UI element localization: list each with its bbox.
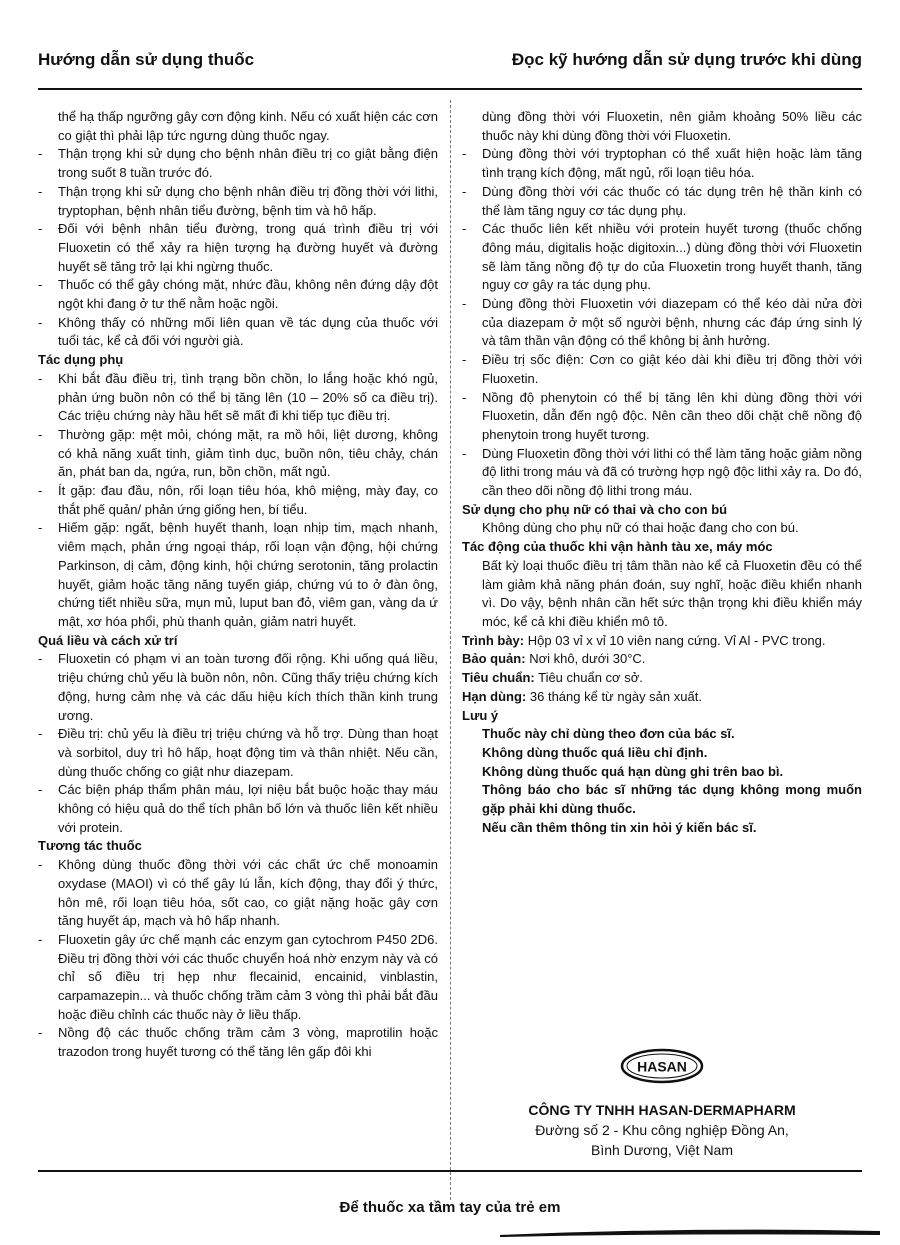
warning-line: Nếu cần thêm thông tin xin hỏi ý kiến bác sĩ. <box>482 819 757 835</box>
page-header <box>38 50 862 82</box>
expiry-row <box>462 688 862 707</box>
expiry-value: 36 tháng kể từ ngày sản xuất. <box>529 688 702 704</box>
right-intro-paragraph: dùng đồng thời với Fluoxetin, nên giảm khoảng 50% liều các thuốc này khi dùng đồng thời với Fluoxetin. <box>482 109 862 143</box>
interaction-item: - Fluoxetin gây ức chế mạnh các enzym gan cytochrom P450 2D6. Điều trị đồng thời với các thuốc chuyển hoá nhờ enzym này và có chỉ số điều trị hẹp như flecainid, encainid, vinblastin, carpamazepin... và thuốc chống trầm cảm 3 vòng thì phải bắt đầu hoặc điều chỉnh các thuốc này ở liều thấp. <box>38 931 438 1025</box>
standard-row <box>462 669 862 688</box>
standard-label: Tiêu chuẩn: <box>462 670 535 686</box>
precaution-item: - Thận trọng khi sử dụng cho bệnh nhân điều trị co giật bằng điện trong suốt 8 tuần trước đó. <box>38 145 438 182</box>
interaction-item: - Nồng độ phenytoin có thể bị tăng lên khi dùng đồng thời với Fluoxetin, dẫn đến ngộ độc. Nên cần theo dõi chặt chẽ nồng độ phenytoin trong huyết tương. <box>462 389 862 445</box>
company-address-line1: Đường số 2 - Khu công nghiệp Đồng An, <box>535 1122 789 1138</box>
bottom-swoosh-decoration <box>500 1225 880 1239</box>
presentation-label: Trình bày: <box>462 632 525 648</box>
pregnancy-heading: Sử dụng cho phụ nữ có thai và cho con bú <box>462 501 728 517</box>
column-divider <box>450 100 451 1200</box>
overdose-item: - Các biện pháp thẩm phân máu, lợi niệu bắt buộc hoặc thay máu không có hiệu quả do thể tích phân bố lớn và thuốc liên kết nhiều với protein. <box>38 781 438 837</box>
expiry-label: Hạn dùng: <box>462 688 527 704</box>
interactions-list <box>38 856 438 1062</box>
warning-line: Thuốc này chỉ dùng theo đơn của bác sĩ. <box>482 726 735 742</box>
presentation-value: Hộp 03 vỉ x vỉ 10 viên nang cứng. Vỉ Al - PVC trong. <box>527 632 826 648</box>
interaction-item: - Không dùng thuốc đồng thời với các chất ức chế monoamin oxydase (MAOI) vì có thể gây lú lẫn, kích động, thay đổi ý thức, hôn mê, rối loạn tiêu hóa, sốt cao, co giật nặng hoặc gây cơn tăng huyết áp, mạch và hô hấp nhanh. <box>38 856 438 931</box>
side-effect-item: - Khi bắt đầu điều trị, tình trạng bồn chồn, lo lắng hoặc khó ngủ, phản ứng buồn nôn có thể bị tăng lên (10 – 20% số ca điều trị). Các triệu chứng này hầu hết sẽ mất đi khi tiếp tục điều trị. <box>38 370 438 426</box>
footer-warning: Để thuốc xa tầm tay của trẻ em <box>339 1199 561 1216</box>
side-effect-item: - Ít gặp: đau đầu, nôn, rối loạn tiêu hóa, khô miệng, mày đay, co thắt phế quản/ phản ứng giống hen, bí tiểu. <box>38 482 438 519</box>
storage-row <box>462 650 862 669</box>
storage-value: Nơi khô, dưới 30°C. <box>529 651 646 667</box>
presentation-row <box>462 632 862 651</box>
standard-value: Tiêu chuẩn cơ sở. <box>538 670 643 686</box>
precaution-item: - Thuốc có thể gây chóng mặt, nhức đầu, không nên đứng dậy đột ngột khi đang ở tư thế nằm hoặc ngồi. <box>38 276 438 313</box>
company-name: CÔNG TY TNHH HASAN-DERMAPHARM <box>528 1102 796 1118</box>
interaction-item: - Dùng đồng thời với các thuốc có tác dụng trên hệ thần kinh có thể làm tăng nguy cơ tác dụng phụ. <box>462 183 862 220</box>
interaction-item: - Dùng đồng thời Fluoxetin với diazepam có thể kéo dài nửa đời của diazepam ở một số người bệnh, nhưng các đáp ứng sinh lý và tâm thần vận động có thể không bị ảnh hưởng. <box>462 295 862 351</box>
side-effect-item: - Hiếm gặp: ngất, bệnh huyết thanh, loạn nhịp tim, mạch nhanh, viêm mạch, phản ứng ngoại tháp, rối loạn vận động, hội chứng Parkinson, dị cảm, động kinh, hội chứng serotonin, tăng prolactin huyết, giảm hoặc tăng năng tuyến giáp, chứng vú to ở đàn ông, chứng tiết nhiều sữa, mụn mủ, luput ban đỏ, viêm gan, vàng da ứ mật, xơ hóa phổi, phù thanh quản, giảm natri huyết. <box>38 519 438 631</box>
side-effects-heading: Tác dụng phụ <box>38 352 124 368</box>
left-column <box>38 108 438 1062</box>
interaction-item: - Điều trị sốc điện: Cơn co giật kéo dài khi điều trị đồng thời với Fluoxetin. <box>462 351 862 388</box>
interactions-heading: Tương tác thuốc <box>38 838 142 854</box>
precaution-item: - Không thấy có những mối liên quan về tác dụng của thuốc với tuổi tác, kể cả đối với người già. <box>38 314 438 351</box>
interaction-item: - Nồng độ các thuốc chống trầm cảm 3 vòng, maprotilin hoặc trazodon trong huyết tương có thể tăng lên gấp đôi khi <box>38 1024 438 1061</box>
right-column <box>462 108 862 837</box>
header-right-title: Đọc kỹ hướng dẫn sử dụng trước khi dùng <box>511 50 862 69</box>
driving-text: Bất kỳ loại thuốc điều trị tâm thần nào kể cả Fluoxetin đều có thể làm giảm khả năng phán đoán, suy nghĩ, hoặc điều khiển nhanh vì. Do vậy, bệnh nhân cần hết sức thận trọng khi điều khiển máy móc, kể cả khi điều khiển mô tô. <box>482 557 862 629</box>
hasan-logo-text: HASAN <box>637 1058 687 1075</box>
interaction-item: - Dùng đồng thời với tryptophan có thể xuất hiện hoặc làm tăng tình trạng kích động, mất ngủ, rối loạn tiêu hóa. <box>462 145 862 182</box>
warning-line: Thông báo cho bác sĩ những tác dụng không mong muốn gặp phải khi dùng thuốc. <box>482 782 862 817</box>
interactions-cont-list <box>462 145 862 500</box>
overdose-heading: Quá liều và cách xử trí <box>38 632 178 648</box>
side-effects-list <box>38 370 438 632</box>
hasan-logo-mark <box>620 1048 704 1084</box>
company-block <box>462 1100 862 1160</box>
side-effect-item: - Thường gặp: mệt mỏi, chóng mặt, ra mồ hôi, liệt dương, không có khả năng xuất tinh, giảm tình dục, buồn nôn, tiêu chảy, chán ăn, phát ban da, ngứa, run, bồn chồn, mất ngủ. <box>38 426 438 482</box>
warning-line: Không dùng thuốc quá liều chỉ định. <box>482 744 708 760</box>
interaction-item: - Các thuốc liên kết nhiều với protein huyết tương (thuốc chống đông máu, digitalis hoặc digitoxin...) dùng đồng thời với Fluoxetin sẽ làm tăng nồng độ tự do của Fluoxetin trong huyết thanh, tăng nguy cơ gây ra tác dụng phụ. <box>462 220 862 295</box>
company-address-line2: Bình Dương, Việt Nam <box>590 1142 734 1158</box>
warning-line: Không dùng thuốc quá hạn dùng ghi trên bao bì. <box>482 763 784 779</box>
precautions-list <box>38 145 438 351</box>
interaction-item: - Dùng Fluoxetin đồng thời với lithi có thể làm tăng hoặc giảm nồng độ lithi trong máu và đã có trường hợp ngộ độc lithi xảy ra. Do đó, cần theo dõi nồng độ lithi trong máu. <box>462 445 862 501</box>
hasan-logo <box>620 1048 704 1084</box>
footer-rule <box>38 1170 862 1172</box>
storage-label: Bảo quản: <box>462 651 526 667</box>
overdose-item: - Fluoxetin có phạm vi an toàn tương đối rộng. Khi uống quá liều, triệu chứng chủ yếu là buồn nôn, nôn. Cũng thấy triệu chứng kích động, hưng cảm nhẹ và các dấu hiệu kích thích thần kinh trung ương. <box>38 650 438 725</box>
pregnancy-text: Không dùng cho phụ nữ có thai hoặc đang cho con bú. <box>482 520 799 536</box>
left-intro-paragraph: thể hạ thấp ngưỡng gây cơn động kinh. Nếu có xuất hiện các cơn co giật thì phải lập tức ngưng dùng thuốc ngay. <box>58 109 438 143</box>
notes-heading: Lưu ý <box>462 707 499 723</box>
precaution-item: - Thận trọng khi sử dụng cho bệnh nhân điều trị đồng thời với lithi, tryptophan, bệnh nhân tiểu đường, bệnh tim và hô hấp. <box>38 183 438 220</box>
overdose-list <box>38 650 438 837</box>
header-rule <box>38 88 862 90</box>
overdose-item: - Điều trị: chủ yếu là điều trị triệu chứng và hỗ trợ. Dùng than hoạt và sorbitol, duy trì hô hấp, hoạt động tim và thân nhiệt. Nếu cần, dùng thuốc chống co giật như diazepam. <box>38 725 438 781</box>
driving-heading: Tác động của thuốc khi vận hành tàu xe, máy móc <box>462 539 773 555</box>
precaution-item: - Đối với bệnh nhân tiểu đường, trong quá trình điều trị với Fluoxetin có thể xảy ra hiện tượng hạ đường huyết và đường huyết sẽ tăng trở lại khi ngừng thuốc. <box>38 220 438 276</box>
header-left-title: Hướng dẫn sử dụng thuốc <box>38 50 255 69</box>
